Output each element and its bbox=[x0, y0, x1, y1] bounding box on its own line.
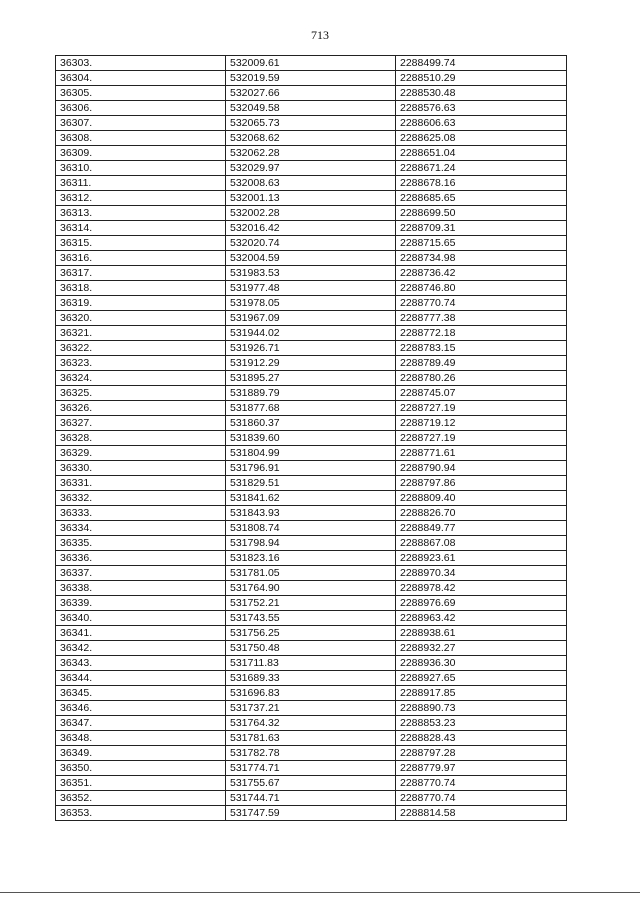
x-coordinate-cell: 531696.83 bbox=[226, 686, 396, 701]
table-row bbox=[56, 776, 567, 791]
x-coordinate-cell: 531711.83 bbox=[226, 656, 396, 671]
y-coordinate-cell: 2288576.63 bbox=[396, 101, 567, 116]
table-row bbox=[56, 161, 567, 176]
x-coordinate-cell: 531839.60 bbox=[226, 431, 396, 446]
point-id-cell: 36332. bbox=[56, 491, 226, 506]
table-row bbox=[56, 581, 567, 596]
y-coordinate-cell: 2288853.23 bbox=[396, 716, 567, 731]
table-row bbox=[56, 341, 567, 356]
table-row bbox=[56, 326, 567, 341]
table-row bbox=[56, 671, 567, 686]
x-coordinate-cell: 531756.25 bbox=[226, 626, 396, 641]
x-coordinate-cell: 532009.61 bbox=[226, 56, 396, 71]
y-coordinate-cell: 2288780.26 bbox=[396, 371, 567, 386]
x-coordinate-cell: 532068.62 bbox=[226, 131, 396, 146]
coordinates-table-body bbox=[56, 56, 567, 821]
point-id-cell: 36321. bbox=[56, 326, 226, 341]
x-coordinate-cell: 531744.71 bbox=[226, 791, 396, 806]
y-coordinate-cell: 2288917.85 bbox=[396, 686, 567, 701]
point-id-cell: 36306. bbox=[56, 101, 226, 116]
table-row bbox=[56, 311, 567, 326]
y-coordinate-cell: 2288678.16 bbox=[396, 176, 567, 191]
x-coordinate-cell: 531823.16 bbox=[226, 551, 396, 566]
point-id-cell: 36343. bbox=[56, 656, 226, 671]
point-id-cell: 36311. bbox=[56, 176, 226, 191]
y-coordinate-cell: 2288651.04 bbox=[396, 146, 567, 161]
point-id-cell: 36304. bbox=[56, 71, 226, 86]
table-row bbox=[56, 641, 567, 656]
x-coordinate-cell: 531895.27 bbox=[226, 371, 396, 386]
x-coordinate-cell: 531764.32 bbox=[226, 716, 396, 731]
y-coordinate-cell: 2288814.58 bbox=[396, 806, 567, 821]
table-row bbox=[56, 536, 567, 551]
x-coordinate-cell: 532004.59 bbox=[226, 251, 396, 266]
table-row bbox=[56, 356, 567, 371]
x-coordinate-cell: 532019.59 bbox=[226, 71, 396, 86]
point-id-cell: 36328. bbox=[56, 431, 226, 446]
table-row bbox=[56, 731, 567, 746]
x-coordinate-cell: 531841.62 bbox=[226, 491, 396, 506]
x-coordinate-cell: 532008.63 bbox=[226, 176, 396, 191]
table-row bbox=[56, 176, 567, 191]
x-coordinate-cell: 531743.55 bbox=[226, 611, 396, 626]
x-coordinate-cell: 532029.97 bbox=[226, 161, 396, 176]
x-coordinate-cell: 531796.91 bbox=[226, 461, 396, 476]
table-row bbox=[56, 236, 567, 251]
y-coordinate-cell: 2288828.43 bbox=[396, 731, 567, 746]
point-id-cell: 36329. bbox=[56, 446, 226, 461]
y-coordinate-cell: 2288809.40 bbox=[396, 491, 567, 506]
table-row bbox=[56, 206, 567, 221]
point-id-cell: 36349. bbox=[56, 746, 226, 761]
y-coordinate-cell: 2288890.73 bbox=[396, 701, 567, 716]
table-row bbox=[56, 566, 567, 581]
y-coordinate-cell: 2288745.07 bbox=[396, 386, 567, 401]
y-coordinate-cell: 2288790.94 bbox=[396, 461, 567, 476]
point-id-cell: 36338. bbox=[56, 581, 226, 596]
x-coordinate-cell: 531808.74 bbox=[226, 521, 396, 536]
point-id-cell: 36344. bbox=[56, 671, 226, 686]
y-coordinate-cell: 2288797.86 bbox=[396, 476, 567, 491]
point-id-cell: 36318. bbox=[56, 281, 226, 296]
x-coordinate-cell: 532065.73 bbox=[226, 116, 396, 131]
x-coordinate-cell: 531889.79 bbox=[226, 386, 396, 401]
x-coordinate-cell: 531750.48 bbox=[226, 641, 396, 656]
x-coordinate-cell: 532016.42 bbox=[226, 221, 396, 236]
table-row bbox=[56, 761, 567, 776]
x-coordinate-cell: 532002.28 bbox=[226, 206, 396, 221]
point-id-cell: 36340. bbox=[56, 611, 226, 626]
table-row bbox=[56, 71, 567, 86]
y-coordinate-cell: 2288779.97 bbox=[396, 761, 567, 776]
y-coordinate-cell: 2288770.74 bbox=[396, 776, 567, 791]
point-id-cell: 36345. bbox=[56, 686, 226, 701]
y-coordinate-cell: 2288777.38 bbox=[396, 311, 567, 326]
table-row bbox=[56, 281, 567, 296]
table-row bbox=[56, 686, 567, 701]
y-coordinate-cell: 2288770.74 bbox=[396, 296, 567, 311]
y-coordinate-cell: 2288978.42 bbox=[396, 581, 567, 596]
table-row bbox=[56, 251, 567, 266]
y-coordinate-cell: 2288685.65 bbox=[396, 191, 567, 206]
x-coordinate-cell: 531752.21 bbox=[226, 596, 396, 611]
x-coordinate-cell: 531926.71 bbox=[226, 341, 396, 356]
point-id-cell: 36303. bbox=[56, 56, 226, 71]
x-coordinate-cell: 531978.05 bbox=[226, 296, 396, 311]
x-coordinate-cell: 531983.53 bbox=[226, 266, 396, 281]
point-id-cell: 36347. bbox=[56, 716, 226, 731]
y-coordinate-cell: 2288923.61 bbox=[396, 551, 567, 566]
table-row bbox=[56, 611, 567, 626]
point-id-cell: 36334. bbox=[56, 521, 226, 536]
point-id-cell: 36339. bbox=[56, 596, 226, 611]
x-coordinate-cell: 531829.51 bbox=[226, 476, 396, 491]
point-id-cell: 36350. bbox=[56, 761, 226, 776]
point-id-cell: 36309. bbox=[56, 146, 226, 161]
table-row bbox=[56, 266, 567, 281]
y-coordinate-cell: 2288746.80 bbox=[396, 281, 567, 296]
table-row bbox=[56, 701, 567, 716]
table-row bbox=[56, 461, 567, 476]
x-coordinate-cell: 532062.28 bbox=[226, 146, 396, 161]
point-id-cell: 36312. bbox=[56, 191, 226, 206]
x-coordinate-cell: 531967.09 bbox=[226, 311, 396, 326]
table-row bbox=[56, 746, 567, 761]
table-row bbox=[56, 296, 567, 311]
point-id-cell: 36330. bbox=[56, 461, 226, 476]
table-row bbox=[56, 191, 567, 206]
x-coordinate-cell: 531944.02 bbox=[226, 326, 396, 341]
y-coordinate-cell: 2288867.08 bbox=[396, 536, 567, 551]
point-id-cell: 36308. bbox=[56, 131, 226, 146]
x-coordinate-cell: 532027.66 bbox=[226, 86, 396, 101]
x-coordinate-cell: 531764.90 bbox=[226, 581, 396, 596]
table-row bbox=[56, 476, 567, 491]
point-id-cell: 36342. bbox=[56, 641, 226, 656]
y-coordinate-cell: 2288849.77 bbox=[396, 521, 567, 536]
point-id-cell: 36337. bbox=[56, 566, 226, 581]
table-row bbox=[56, 386, 567, 401]
table-row bbox=[56, 116, 567, 131]
point-id-cell: 36322. bbox=[56, 341, 226, 356]
y-coordinate-cell: 2288938.61 bbox=[396, 626, 567, 641]
y-coordinate-cell: 2288734.98 bbox=[396, 251, 567, 266]
y-coordinate-cell: 2288771.61 bbox=[396, 446, 567, 461]
table-row bbox=[56, 446, 567, 461]
point-id-cell: 36305. bbox=[56, 86, 226, 101]
y-coordinate-cell: 2288826.70 bbox=[396, 506, 567, 521]
y-coordinate-cell: 2288789.49 bbox=[396, 356, 567, 371]
x-coordinate-cell: 531804.99 bbox=[226, 446, 396, 461]
y-coordinate-cell: 2288963.42 bbox=[396, 611, 567, 626]
point-id-cell: 36346. bbox=[56, 701, 226, 716]
table-row bbox=[56, 371, 567, 386]
point-id-cell: 36319. bbox=[56, 296, 226, 311]
y-coordinate-cell: 2288606.63 bbox=[396, 116, 567, 131]
y-coordinate-cell: 2288770.74 bbox=[396, 791, 567, 806]
y-coordinate-cell: 2288772.18 bbox=[396, 326, 567, 341]
y-coordinate-cell: 2288699.50 bbox=[396, 206, 567, 221]
point-id-cell: 36327. bbox=[56, 416, 226, 431]
y-coordinate-cell: 2288719.12 bbox=[396, 416, 567, 431]
x-coordinate-cell: 531912.29 bbox=[226, 356, 396, 371]
point-id-cell: 36315. bbox=[56, 236, 226, 251]
x-coordinate-cell: 531782.78 bbox=[226, 746, 396, 761]
y-coordinate-cell: 2288715.65 bbox=[396, 236, 567, 251]
table-row bbox=[56, 716, 567, 731]
y-coordinate-cell: 2288927.65 bbox=[396, 671, 567, 686]
point-id-cell: 36314. bbox=[56, 221, 226, 236]
point-id-cell: 36323. bbox=[56, 356, 226, 371]
y-coordinate-cell: 2288976.69 bbox=[396, 596, 567, 611]
page-number: 713 bbox=[311, 28, 329, 42]
point-id-cell: 36325. bbox=[56, 386, 226, 401]
y-coordinate-cell: 2288970.34 bbox=[396, 566, 567, 581]
x-coordinate-cell: 531843.93 bbox=[226, 506, 396, 521]
y-coordinate-cell: 2288709.31 bbox=[396, 221, 567, 236]
y-coordinate-cell: 2288530.48 bbox=[396, 86, 567, 101]
bottom-rule bbox=[0, 892, 640, 893]
x-coordinate-cell: 532001.13 bbox=[226, 191, 396, 206]
x-coordinate-cell: 532020.74 bbox=[226, 236, 396, 251]
table-row bbox=[56, 146, 567, 161]
table-row bbox=[56, 551, 567, 566]
table-row bbox=[56, 86, 567, 101]
table-row bbox=[56, 656, 567, 671]
point-id-cell: 36316. bbox=[56, 251, 226, 266]
point-id-cell: 36326. bbox=[56, 401, 226, 416]
point-id-cell: 36348. bbox=[56, 731, 226, 746]
point-id-cell: 36353. bbox=[56, 806, 226, 821]
x-coordinate-cell: 531798.94 bbox=[226, 536, 396, 551]
point-id-cell: 36324. bbox=[56, 371, 226, 386]
point-id-cell: 36352. bbox=[56, 791, 226, 806]
point-id-cell: 36310. bbox=[56, 161, 226, 176]
x-coordinate-cell: 531860.37 bbox=[226, 416, 396, 431]
x-coordinate-cell: 531781.63 bbox=[226, 731, 396, 746]
x-coordinate-cell: 532049.58 bbox=[226, 101, 396, 116]
point-id-cell: 36320. bbox=[56, 311, 226, 326]
coordinates-table bbox=[55, 55, 567, 821]
point-id-cell: 36307. bbox=[56, 116, 226, 131]
table-row bbox=[56, 431, 567, 446]
y-coordinate-cell: 2288783.15 bbox=[396, 341, 567, 356]
y-coordinate-cell: 2288727.19 bbox=[396, 431, 567, 446]
table-row bbox=[56, 626, 567, 641]
x-coordinate-cell: 531774.71 bbox=[226, 761, 396, 776]
x-coordinate-cell: 531737.21 bbox=[226, 701, 396, 716]
table-row bbox=[56, 806, 567, 821]
x-coordinate-cell: 531977.48 bbox=[226, 281, 396, 296]
x-coordinate-cell: 531747.59 bbox=[226, 806, 396, 821]
x-coordinate-cell: 531877.68 bbox=[226, 401, 396, 416]
y-coordinate-cell: 2288932.27 bbox=[396, 641, 567, 656]
y-coordinate-cell: 2288736.42 bbox=[396, 266, 567, 281]
table-row bbox=[56, 401, 567, 416]
table-row bbox=[56, 131, 567, 146]
table-row bbox=[56, 506, 567, 521]
x-coordinate-cell: 531781.05 bbox=[226, 566, 396, 581]
table-row bbox=[56, 791, 567, 806]
table-row bbox=[56, 101, 567, 116]
y-coordinate-cell: 2288499.74 bbox=[396, 56, 567, 71]
point-id-cell: 36335. bbox=[56, 536, 226, 551]
table-row bbox=[56, 596, 567, 611]
y-coordinate-cell: 2288797.28 bbox=[396, 746, 567, 761]
y-coordinate-cell: 2288936.30 bbox=[396, 656, 567, 671]
table-row bbox=[56, 56, 567, 71]
x-coordinate-cell: 531755.67 bbox=[226, 776, 396, 791]
point-id-cell: 36317. bbox=[56, 266, 226, 281]
point-id-cell: 36351. bbox=[56, 776, 226, 791]
point-id-cell: 36313. bbox=[56, 206, 226, 221]
point-id-cell: 36331. bbox=[56, 476, 226, 491]
point-id-cell: 36333. bbox=[56, 506, 226, 521]
table-row bbox=[56, 221, 567, 236]
x-coordinate-cell: 531689.33 bbox=[226, 671, 396, 686]
y-coordinate-cell: 2288625.08 bbox=[396, 131, 567, 146]
y-coordinate-cell: 2288671.24 bbox=[396, 161, 567, 176]
table-row bbox=[56, 491, 567, 506]
table-row bbox=[56, 521, 567, 536]
point-id-cell: 36341. bbox=[56, 626, 226, 641]
point-id-cell: 36336. bbox=[56, 551, 226, 566]
table-row bbox=[56, 416, 567, 431]
y-coordinate-cell: 2288727.19 bbox=[396, 401, 567, 416]
y-coordinate-cell: 2288510.29 bbox=[396, 71, 567, 86]
